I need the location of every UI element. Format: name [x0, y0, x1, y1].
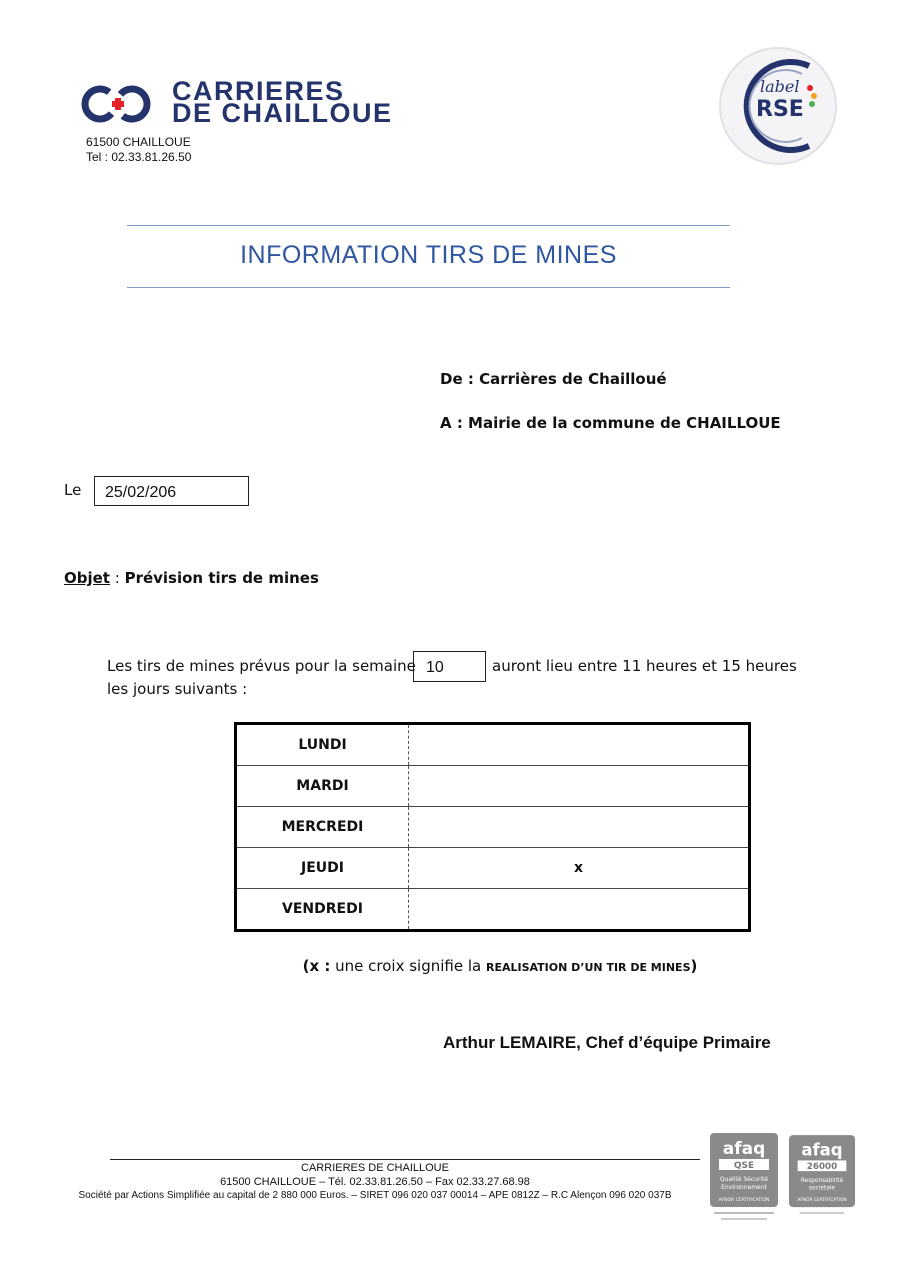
logo-line-2: DE CHAILLOUE — [172, 98, 393, 128]
afaq-code-text: QSE — [733, 1161, 755, 1171]
day-cell: MARDI — [236, 766, 409, 807]
mark-cell[interactable]: x — [409, 848, 750, 889]
header-phone-line: Tel : 02.33.81.26.50 — [86, 150, 192, 164]
table-row — [236, 766, 750, 807]
afaq-code-text: 26000 — [806, 1162, 838, 1173]
legend-middle: une croix signifie la — [330, 957, 486, 975]
afaq-line1-text: Responsabilité — [800, 1177, 844, 1184]
table-row — [236, 889, 750, 931]
title-rule-bottom — [127, 287, 730, 288]
footer-company: CARRIERES DE CHAILLOUE — [301, 1162, 449, 1174]
object-line — [64, 569, 319, 587]
table-row — [236, 848, 750, 889]
mark-cell[interactable] — [409, 807, 750, 848]
recipient-line: A : Mairie de la commune de CHAILLOUE — [440, 414, 781, 432]
intro-text-after-week: auront lieu entre 11 heures et 15 heures — [492, 657, 797, 675]
legend-close: ) — [690, 957, 698, 975]
table-row — [236, 724, 750, 766]
afaq-line2-text: Environnement — [721, 1184, 767, 1191]
legend-key: x : — [309, 957, 331, 975]
title-rule-top — [127, 225, 730, 226]
afaq-26000-certification-badge — [788, 1133, 856, 1218]
footer-rule — [110, 1159, 700, 1160]
rse-badge-small-text: label — [760, 77, 800, 96]
afaq-line1-text: Qualité Sécurité — [719, 1176, 769, 1183]
intro-text-line-2: les jours suivants : — [107, 680, 248, 698]
footer-contact: 61500 CHAILLOUE – Tél. 02.33.81.26.50 – Fax 02.33.27.68.98 — [220, 1176, 530, 1188]
mark-cell[interactable] — [409, 724, 750, 766]
afaq-brand-text: afaq — [801, 1140, 843, 1160]
company-logo-text — [172, 76, 393, 128]
day-cell: LUNDI — [236, 724, 409, 766]
header-address — [86, 135, 191, 165]
header-address-line: 61500 CHAILLOUE — [86, 135, 191, 149]
signature: Arthur LEMAIRE, Chef d’équipe Primaire — [443, 1033, 771, 1052]
intro-text-before-week: Les tirs de mines prévus pour la semaine — [107, 657, 416, 675]
afaq-qse-certification-badge — [709, 1132, 779, 1232]
legend-emphasis: REALISATION D’UN TIR DE MINES — [486, 961, 691, 974]
page-title: INFORMATION TIRS DE MINES — [240, 241, 617, 269]
legend-open: ( — [302, 957, 310, 975]
legend-note — [0, 957, 900, 975]
date-label: Le — [64, 481, 82, 499]
rse-badge-big-text: RSE — [756, 97, 804, 122]
day-cell: JEUDI — [236, 848, 409, 889]
afaq-line2-text: sociétale — [808, 1185, 836, 1192]
rse-label-badge — [714, 44, 842, 168]
date-field[interactable]: 25/02/206 — [94, 476, 249, 506]
days-table — [234, 722, 751, 932]
sender-line: De : Carrières de Chailloué — [440, 370, 667, 388]
day-cell: MERCREDI — [236, 807, 409, 848]
day-cell: VENDREDI — [236, 889, 409, 931]
mark-cell[interactable] — [409, 766, 750, 807]
footer — [40, 1161, 710, 1203]
company-logo-icon — [80, 84, 154, 124]
afaq-line3-text: AFNOR CERTIFICATION — [718, 1198, 770, 1203]
afaq-brand-text: afaq — [722, 1139, 766, 1159]
object-text: Prévision tirs de mines — [124, 569, 319, 587]
object-separator: : — [109, 569, 125, 587]
logo-line-1: CARRIERES — [172, 76, 345, 106]
table-row — [236, 807, 750, 848]
mark-cell[interactable] — [409, 889, 750, 931]
afaq-line3-text: AFNOR CERTIFICATION — [797, 1198, 847, 1204]
week-number-field[interactable]: 10 — [413, 651, 486, 682]
footer-legal: Société par Actions Simplifiée au capital de 2 880 000 Euros. – SIRET 096 020 037 00014 – APE 0812Z – R.C Alençon 096 020 037B — [78, 1190, 672, 1201]
object-label: Objet — [64, 569, 110, 587]
